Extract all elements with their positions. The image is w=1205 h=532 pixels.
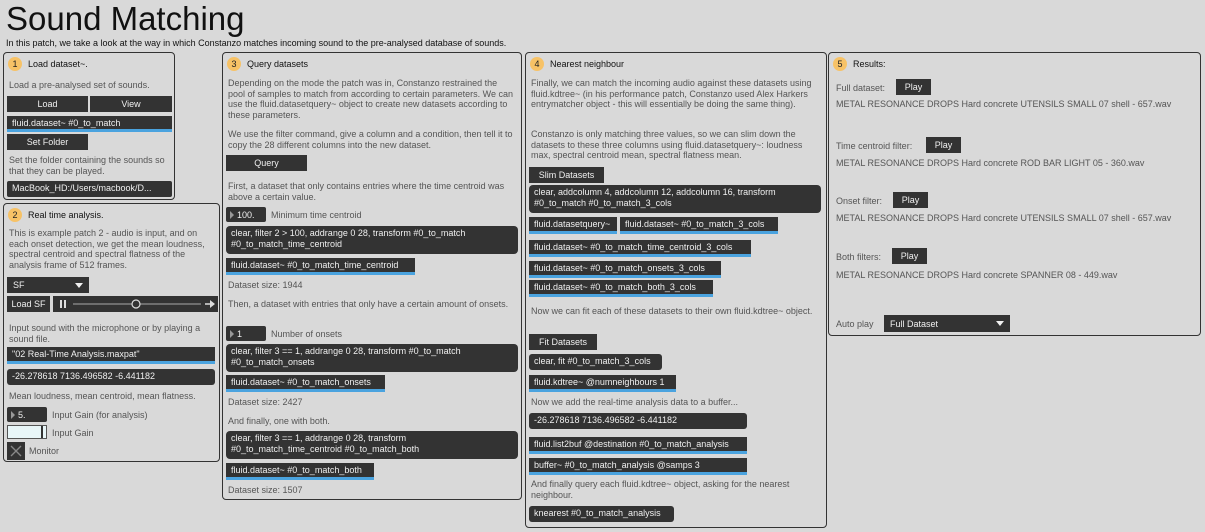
gain-slider-knob: [41, 426, 43, 438]
triangle-icon: [230, 211, 234, 219]
play-onset-button[interactable]: Play: [893, 192, 928, 208]
panel-2-title: Real time analysis.: [28, 210, 104, 220]
source-menu[interactable]: [7, 277, 89, 293]
result-label-both: Both filters:: [836, 252, 882, 262]
query-button[interactable]: Query: [226, 155, 307, 171]
dataset-size-both: Dataset size: 1507: [228, 485, 303, 495]
min-centroid-value: 100.: [237, 209, 255, 220]
datasetquery-object[interactable]: fluid.datasetquery~: [529, 217, 617, 234]
filter-onsets-message[interactable]: clear, filter 3 == 1, addrange 0 28, transform #0_to_match #0_to_match_onsets: [226, 344, 518, 372]
set-folder-button[interactable]: Set Folder: [7, 134, 88, 150]
filter-centroid-message[interactable]: clear, filter 2 > 100, addrange 0 28, transform #0_to_match #0_to_match_time_centroid: [226, 226, 518, 254]
gain-slider-label: Input Gain: [52, 428, 94, 438]
chevron-down-icon: [996, 321, 1004, 326]
panel-real-time-analysis: [3, 203, 220, 462]
panel-1-title: Load dataset~.: [28, 59, 88, 69]
analysis-values-message[interactable]: -26.278618 7136.496582 -6.441182: [7, 369, 215, 385]
result-value-full: METAL RESONANCE DROPS Hard concrete UTENSILS SMALL 07 shell - 657.wav: [836, 99, 1172, 109]
load-description: Load a pre-analysed set of sounds.: [9, 80, 150, 90]
dataset-both-object[interactable]: fluid.dataset~ #0_to_match_both: [226, 463, 374, 480]
panel-3-title: Query datasets: [247, 59, 309, 69]
query-description-5: And finally, one with both.: [228, 416, 330, 426]
folder-description: Set the folder containing the sounds so that they can be played.: [9, 155, 165, 176]
view-button[interactable]: View: [90, 96, 172, 112]
nn-description-5: And finally query each fluid.kdtree~ object, asking for the nearest neighbour.: [531, 479, 790, 500]
play-both-button[interactable]: Play: [892, 248, 927, 264]
dataset-size-onsets: Dataset size: 2427: [228, 397, 303, 407]
panel-4-header: [530, 57, 624, 71]
gain-label: Input Gain (for analysis): [52, 410, 148, 420]
triangle-icon: [230, 330, 234, 338]
result-value-both: METAL RESONANCE DROPS Hard concrete SPANNER 08 - 449.wav: [836, 270, 1118, 280]
input-description: Input sound with the microphone or by playing a sound file.: [9, 323, 201, 344]
query-description-2: We use the filter command, give a column and a condition, then tell it to copy the 28 different columns into the new dataset.: [228, 129, 513, 150]
folder-path-message[interactable]: MacBook_HD:/Users/macbook/D...: [7, 181, 172, 197]
nn-values-message[interactable]: -26.278618 7136.496582 -6.441182: [529, 413, 747, 429]
play-centroid-button[interactable]: Play: [926, 137, 961, 153]
step-number-badge: 5: [833, 57, 847, 71]
min-centroid-number-box[interactable]: [226, 207, 266, 222]
analysis-description: This is example patch 2 - audio is input, and on each onset detection, we get the mean loudness, spectral centroid and spectral flatness of the analysis frame of 512 frames.: [9, 228, 205, 270]
result-label-onset: Onset filter:: [836, 196, 883, 206]
dataset-centroid-3-cols-object[interactable]: fluid.dataset~ #0_to_match_time_centroid_3_cols: [529, 240, 751, 257]
step-number-badge: 4: [530, 57, 544, 71]
playlist-controls: [53, 296, 218, 312]
panel-1-header: [8, 57, 88, 71]
result-label-full: Full dataset:: [836, 83, 886, 93]
autoplay-menu[interactable]: [884, 315, 1010, 332]
dataset-3-cols-object[interactable]: fluid.dataset~ #0_to_match_3_cols: [620, 217, 778, 234]
dataset-size-centroid: Dataset size: 1944: [228, 280, 303, 290]
position-handle[interactable]: [132, 300, 140, 308]
close-icon: [7, 442, 25, 460]
slim-message[interactable]: clear, addcolumn 4, addcolumn 12, addcolumn 16, transform #0_to_match #0_to_match_3_cols: [529, 185, 821, 213]
monitor-toggle[interactable]: [7, 442, 25, 460]
patch-name-message[interactable]: "02 Real-Time Analysis.maxpat": [7, 347, 215, 364]
autoplay-menu-value: Full Dataset: [890, 318, 939, 329]
autoplay-label: Auto play: [836, 319, 874, 329]
kdtree-object[interactable]: fluid.kdtree~ @numneighbours 1: [529, 375, 676, 392]
panel-load-dataset: [3, 52, 175, 200]
onsets-value: 1: [237, 328, 243, 339]
step-number-badge: 1: [8, 57, 22, 71]
triangle-icon: [11, 411, 15, 419]
list2buf-object[interactable]: fluid.list2buf @destination #0_to_match_analysis: [529, 437, 747, 454]
onsets-label: Number of onsets: [271, 329, 343, 339]
query-description-1: Depending on the mode the patch was in, Constanzo restrained the pool of samples to match from according to certain parameters. We can use the fluid.datasetquery~ object to create new datasets according to these parameters.: [228, 78, 513, 120]
step-number-badge: 3: [227, 57, 241, 71]
chevron-down-icon: [75, 283, 83, 288]
playlist-bar[interactable]: [53, 296, 218, 312]
gain-number-box[interactable]: [7, 407, 47, 422]
dataset-object[interactable]: fluid.dataset~ #0_to_match: [7, 116, 172, 132]
panel-nearest-neighbour: [525, 52, 827, 528]
gain-value: 5.: [18, 409, 26, 420]
panel-results: [828, 52, 1201, 336]
fit-datasets-button[interactable]: Fit Datasets: [529, 334, 597, 350]
dataset-onsets-object[interactable]: fluid.dataset~ #0_to_match_onsets: [226, 375, 385, 392]
panel-query-datasets: [222, 52, 522, 500]
query-description-3: First, a dataset that only contains entries where the time centroid was above a certain value.: [228, 181, 505, 202]
arrow-right-icon[interactable]: [205, 300, 215, 308]
panel-3-header: [227, 57, 308, 71]
nn-description-1: Finally, we can match the incoming audio against these datasets using fluid.kdtree~ (in his performance patch, Constanzo used Alex Harkers entrymatcher object - this will essentially be doing the same thing).: [531, 78, 812, 109]
nn-description-3: Now we can fit each of these datasets to their own fluid.kdtree~ object.: [531, 306, 813, 316]
buffer-object[interactable]: buffer~ #0_to_match_analysis @samps 3: [529, 458, 747, 475]
monitor-label: Monitor: [29, 446, 60, 456]
result-value-onset: METAL RESONANCE DROPS Hard concrete UTENSILS SMALL 07 shell - 657.wav: [836, 213, 1172, 223]
dataset-both-3-cols-object[interactable]: fluid.dataset~ #0_to_match_both_3_cols: [529, 280, 713, 297]
fit-message[interactable]: clear, fit #0_to_match_3_cols: [529, 354, 662, 370]
mean-description: Mean loudness, mean centroid, mean flatness.: [9, 391, 196, 401]
step-number-badge: 2: [8, 208, 22, 222]
panel-4-title: Nearest neighbour: [550, 59, 625, 69]
panel-2-header: [8, 208, 104, 222]
slim-datasets-button[interactable]: Slim Datasets: [529, 167, 604, 183]
dataset-onsets-3-cols-object[interactable]: fluid.dataset~ #0_to_match_onsets_3_cols: [529, 261, 721, 278]
result-value-centroid: METAL RESONANCE DROPS Hard concrete ROD BAR LIGHT 05 - 360.wav: [836, 158, 1145, 168]
pause-icon[interactable]: [60, 300, 62, 308]
panel-5-header: [833, 57, 886, 71]
result-label-centroid: Time centroid filter:: [836, 141, 913, 151]
gain-slider[interactable]: [7, 425, 47, 439]
load-sf-button[interactable]: Load SF: [7, 296, 50, 312]
source-menu-value: SF: [13, 280, 25, 290]
min-centroid-label: Minimum time centroid: [271, 210, 362, 220]
nn-description-2: Constanzo is only matching three values, so we can slim down the datasets to these three columns using fluid.datasetquery~: loudness max, spectral centroid mean, spectral flatness mean.: [531, 129, 803, 160]
load-button[interactable]: Load: [7, 96, 88, 112]
onsets-number-box[interactable]: [226, 326, 266, 341]
filter-both-message[interactable]: clear, filter 3 == 1, addrange 0 28, transform #0_to_match_time_centroid #0_to_match_both: [226, 431, 518, 459]
nn-description-4: Now we add the real-time analysis data to a buffer...: [531, 397, 738, 407]
page-title: Sound Matching: [6, 0, 245, 37]
panel-5-title: Results:: [853, 59, 886, 69]
page-subtitle: In this patch, we take a look at the way in which Constanzo matches incoming sound to the pre-analysed database of sounds.: [6, 38, 507, 48]
query-description-4: Then, a dataset with entries that only have a certain amount of onsets.: [228, 299, 509, 309]
dataset-centroid-object[interactable]: fluid.dataset~ #0_to_match_time_centroid: [226, 258, 415, 275]
play-full-button[interactable]: Play: [896, 79, 931, 95]
knearest-message[interactable]: knearest #0_to_match_analysis: [529, 506, 674, 522]
